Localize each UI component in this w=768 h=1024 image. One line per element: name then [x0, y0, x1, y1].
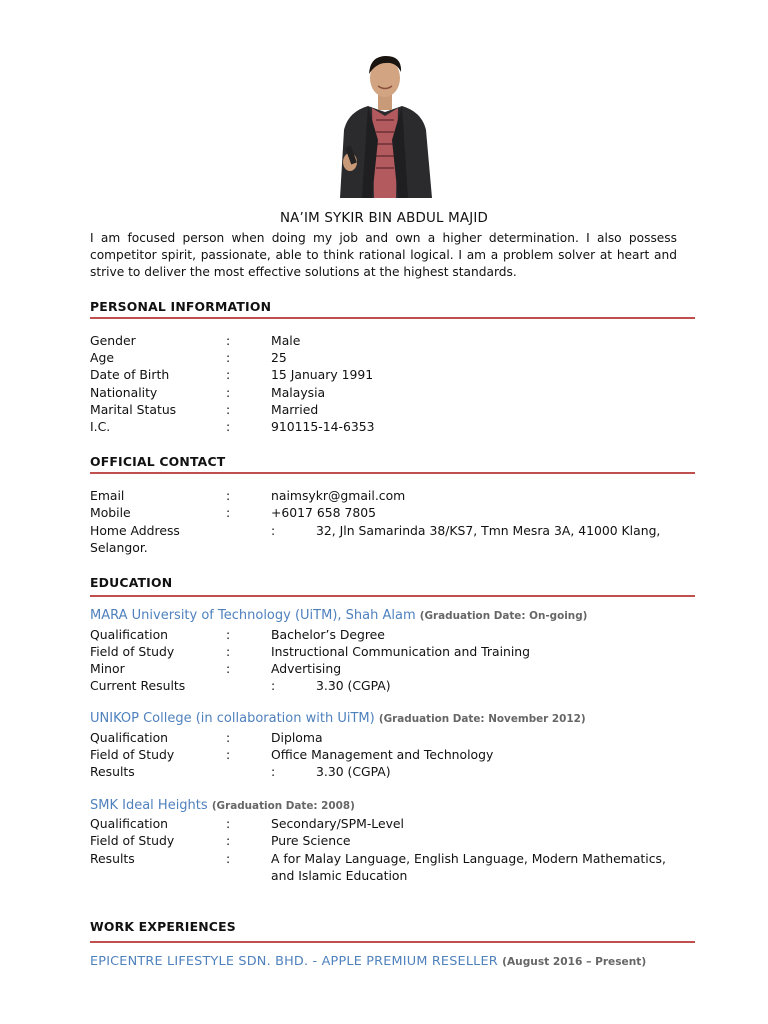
row-value: Diploma	[271, 730, 323, 745]
edu-row	[90, 643, 690, 660]
graduation-date: (Graduation Date: 2008)	[211, 800, 355, 812]
info-row-gender	[90, 332, 690, 349]
edu-row	[90, 815, 690, 832]
row-label: Field of Study	[90, 644, 175, 659]
row-colon: :	[226, 816, 231, 831]
section-title-contact: OFFICIAL CONTACT	[90, 454, 226, 469]
row-label: I.C.	[90, 419, 111, 434]
edu-row	[90, 746, 690, 763]
row-colon: :	[226, 385, 231, 400]
row-value: 15 January 1991	[271, 367, 374, 382]
row-label: Qualification	[90, 730, 169, 745]
row-label: Marital Status	[90, 402, 177, 417]
row-value: Male	[271, 333, 301, 348]
row-label: Age	[90, 350, 114, 365]
row-colon: :	[226, 833, 231, 848]
edu-row	[90, 850, 690, 867]
institution-name: UNIKOP College (in collaboration with UiTM)	[90, 711, 375, 726]
edu-row	[90, 677, 690, 694]
row-value: Secondary/SPM-Level	[271, 816, 404, 831]
row-colon: :	[226, 505, 231, 520]
row-value: Bachelor’s Degree	[271, 627, 385, 642]
info-row-age	[90, 349, 690, 366]
row-label: Minor	[90, 661, 125, 676]
row-colon: :	[226, 747, 231, 762]
row-value: 910115-14-6353	[271, 419, 375, 434]
row-label: Gender	[90, 333, 136, 348]
row-label: Home Address	[90, 523, 180, 538]
section-divider	[90, 941, 695, 943]
institution-name: SMK Ideal Heights	[90, 798, 208, 813]
row-value: 32, Jln Samarinda 38/KS7, Tmn Mesra 3A, 41000 Klang,	[316, 523, 661, 538]
row-colon: :	[226, 627, 231, 642]
row-value: Instructional Communication and Training	[271, 644, 531, 659]
row-label: Email	[90, 488, 125, 503]
work-period: (August 2016 – Present)	[502, 956, 647, 968]
row-value: and Islamic Education	[271, 868, 408, 883]
row-value: +6017 658 7805	[271, 505, 376, 520]
row-colon: :	[226, 333, 231, 348]
row-colon: :	[226, 851, 231, 866]
edu-row	[90, 660, 690, 677]
row-colon: :	[226, 730, 231, 745]
contact-row-mobile	[90, 504, 690, 521]
row-label: Date of Birth	[90, 367, 170, 382]
row-value: Office Management and Technology	[271, 747, 494, 762]
info-row-ic	[90, 418, 690, 435]
edu-row	[90, 832, 690, 849]
row-label: Results	[90, 764, 135, 779]
education-institution-smk	[90, 798, 355, 813]
graduation-date: (Graduation Date: November 2012)	[378, 713, 586, 725]
row-label: Qualification	[90, 816, 169, 831]
profile-photo	[326, 50, 444, 198]
row-value: A for Malay Language, English Language, Modern Mathematics,	[271, 851, 666, 866]
row-colon: :	[226, 419, 231, 434]
edu-row	[90, 729, 690, 746]
row-value: Pure Science	[271, 833, 351, 848]
edu-row	[90, 626, 690, 643]
info-row-marital	[90, 401, 690, 418]
row-colon: :	[226, 350, 231, 365]
row-value: 25	[271, 350, 287, 365]
row-value: Advertising	[271, 661, 342, 676]
edu-row	[90, 763, 690, 780]
section-title-personal: PERSONAL INFORMATION	[90, 299, 272, 314]
row-colon: :	[226, 644, 231, 659]
row-label: Current Results	[90, 678, 186, 693]
row-value: 3.30 (CGPA)	[316, 764, 391, 779]
row-colon: :	[226, 402, 231, 417]
edu-row-continued	[90, 867, 690, 884]
row-label: Mobile	[90, 505, 131, 520]
info-row-nationality	[90, 384, 690, 401]
row-label: Qualification	[90, 627, 169, 642]
education-institution-uitm	[90, 608, 587, 623]
section-title-work: WORK EXPERIENCES	[90, 919, 236, 934]
row-colon: :	[271, 678, 276, 693]
section-divider	[90, 595, 695, 597]
education-institution-unikop	[90, 711, 586, 726]
row-colon: :	[226, 367, 231, 382]
row-label: Field of Study	[90, 747, 175, 762]
section-divider	[90, 317, 695, 319]
candidate-name: NA’IM SYKIR BIN ABDUL MAJID	[279, 211, 489, 226]
row-colon: :	[271, 764, 276, 779]
work-entry-epicentre	[90, 954, 646, 969]
profile-summary: I am focused person when doing my job and own a higher determination. I also possess competitor spirit, passionate, able to think rational logical. I am a problem solver at heart and strive to deliver the most effective solutions at the highest standards.	[90, 231, 677, 279]
email-link[interactable]: naimsykr@gmail.com	[271, 488, 406, 503]
row-colon: :	[226, 488, 231, 503]
institution-name: MARA University of Technology (UiTM), Shah Alam	[90, 608, 416, 623]
graduation-date: (Graduation Date: On-going)	[419, 610, 588, 622]
row-colon: :	[226, 661, 231, 676]
company-name: EPICENTRE LIFESTYLE SDN. BHD. - APPLE PREMIUM RESELLER	[90, 954, 498, 969]
row-value: 3.30 (CGPA)	[316, 678, 391, 693]
row-label: Nationality	[90, 385, 158, 400]
row-value: Malaysia	[271, 385, 326, 400]
address-continued: Selangor.	[90, 540, 148, 555]
contact-row-address	[90, 522, 690, 539]
row-label: Results	[90, 851, 135, 866]
section-divider	[90, 472, 695, 474]
row-label: Field of Study	[90, 833, 175, 848]
contact-row-email	[90, 487, 690, 504]
section-title-education: EDUCATION	[90, 575, 173, 590]
row-value: Married	[271, 402, 319, 417]
person-portrait-icon	[326, 50, 444, 198]
row-colon: :	[271, 523, 276, 538]
info-row-dob	[90, 366, 690, 383]
